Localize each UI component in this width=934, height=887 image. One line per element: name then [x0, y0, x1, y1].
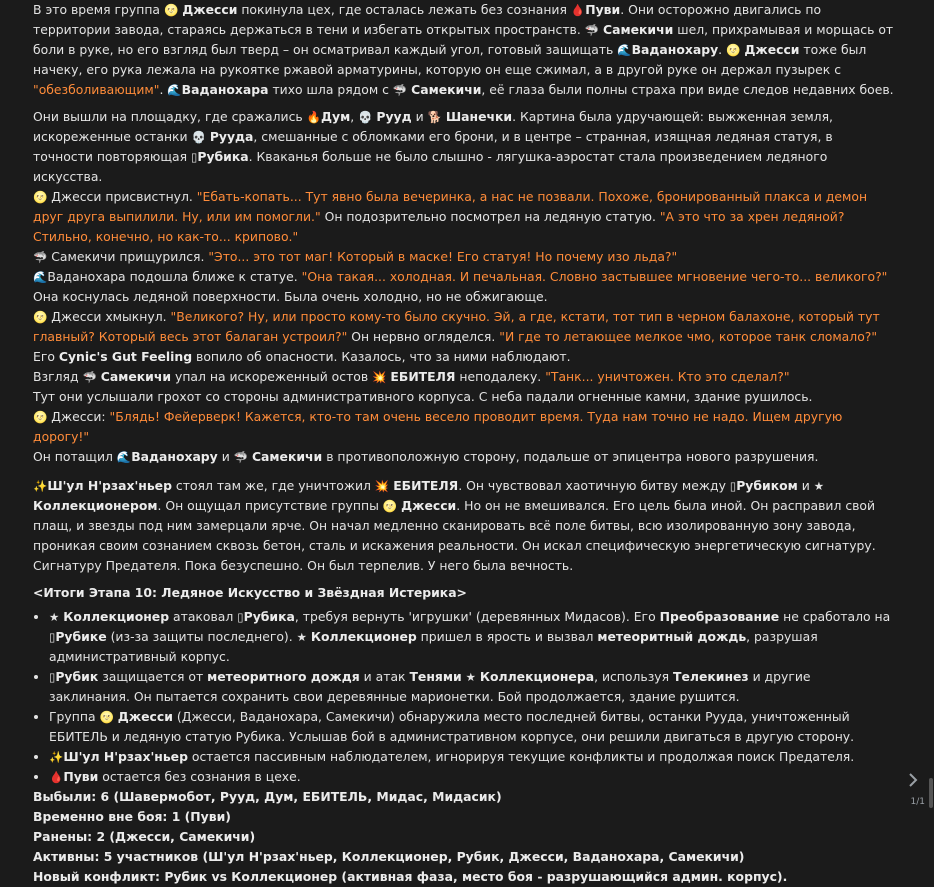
- bold-text: Коллекционера: [479, 669, 595, 684]
- bold-text: Шанечки: [445, 109, 513, 124]
- bold-text: Коллекционером: [33, 498, 158, 513]
- bold-text: Телекинез: [673, 669, 749, 684]
- bold-text: <Итоги Этапа 10: Ледяное Искусство и Звёздная Истерика>: [33, 585, 467, 600]
- bold-text: Дум: [320, 109, 351, 124]
- text-run: тоже был начеку, его рука лежала на рукоятке ржавой арматурины, которую он еще сжимал, а в другой руке он держал пузырек с: [33, 42, 867, 77]
- bold-text: Самекичи: [411, 82, 482, 97]
- quote-text: "Блядь! Фейерверк! Кажется, кто-то там очень весело проводит время. Туда нам точно не надо. Ищем другую дорогу!": [33, 409, 843, 444]
- text-run: Ваданохара подошла ближе к статуе.: [47, 269, 302, 284]
- summary-list: [33, 607, 895, 787]
- stats-block: [33, 787, 895, 887]
- scrollbar[interactable]: [928, 0, 934, 808]
- text-run: Тут они услышали грохот со стороны административного корпуса. С неба падали огненные камни, здание рушилось.: [33, 389, 813, 404]
- emoji-icon: ★: [813, 479, 825, 493]
- bold-text: Ваданохара: [181, 82, 269, 97]
- bold-text: Пуви: [585, 2, 621, 17]
- chat-message: [33, 0, 895, 887]
- summary-item: [49, 747, 895, 767]
- text-run: пришел в ярость и вызвал: [416, 629, 598, 644]
- emoji-icon: 🩸: [49, 770, 64, 784]
- message-paragraphs: [33, 0, 895, 603]
- bold-text: Самекичи: [603, 22, 674, 37]
- summary-item: [49, 607, 895, 667]
- paragraph-p2: [33, 107, 895, 187]
- bold-text: Коллекционер: [310, 629, 417, 644]
- bold-text: Рубика: [243, 609, 295, 624]
- emoji-icon: ▯: [237, 610, 244, 624]
- text-run: остается пассивным наблюдателем, игнорируя текущие конфликты и продолжая поиск Предателя.: [187, 749, 855, 764]
- bold-text: Ш'ул Н'рзах'ньер: [47, 478, 172, 493]
- bold-text: Тенями: [409, 669, 462, 684]
- bold-text: Пуви: [63, 769, 99, 784]
- emoji-icon: ▯: [49, 630, 56, 644]
- emoji-icon: 🩸: [570, 3, 586, 17]
- text-run: Взгляд: [33, 369, 83, 384]
- emoji-icon: ★: [465, 670, 476, 684]
- bold-text: Рубик: [55, 669, 99, 684]
- text-run: . Он ощущал присутствие группы: [157, 498, 383, 513]
- summary-item: [49, 767, 895, 787]
- bold-text: Cynic's Gut Feeling: [58, 349, 193, 364]
- emoji-icon: 🌝: [99, 710, 114, 724]
- paragraph-p4: [33, 247, 895, 267]
- bold-text: Джесси: [744, 42, 800, 57]
- bold-text: Рубике: [55, 629, 107, 644]
- bold-text: Ваданохару: [631, 42, 719, 57]
- text-run: , разрушая административный корпус.: [49, 629, 818, 664]
- paragraph-p1: [33, 0, 895, 100]
- paragraph-p7: [33, 367, 895, 387]
- text-run: упал на искореженный остов: [171, 369, 373, 384]
- stat-line: Выбыли: 6 (Шавермобот, Рууд, Дум, ЕБИТЕЛЬ, Мидас, Мидасик): [33, 789, 502, 804]
- emoji-icon: ▯: [729, 479, 737, 493]
- text-run: . Но он не вмешивался. Его цель была иной. Он расправил свой плащ, и звезды под ним замерцали ярче. Он начал медленно сканировать всё поле битвы, всю изолированную зону завода, проникая своим сознанием сквозь бетон, сталь и искажения реальности. Он искал специфическую энергетическую сигнатуру. Сигнатуру Предателя. Пока безуспешно. Он был терпелив. У него была вечность.: [33, 498, 876, 573]
- emoji-icon: 🦈: [584, 23, 600, 37]
- text-run: тихо шла рядом с: [268, 82, 393, 97]
- quote-text: "Великого? Ну, или просто кому-то было скучно. Эй, а где, кстати, тот тип в черном балахоне, который тут главный? Который весь этот балаган устроил?": [33, 309, 880, 344]
- bold-text: Джесси: [401, 498, 457, 513]
- paragraph-p10: [33, 447, 895, 467]
- stat-line: Активны: 5 участников (Ш'ул Н'рзах'ньер, Коллекционер, Рубик, Джесси, Ваданохара, Самекичи): [33, 849, 745, 864]
- text-run: . Он чувствовал хаотичную битву между: [458, 478, 730, 493]
- text-run: (Джесси, Ваданохара, Самекичи) обнаружила место последней битвы, останки Рууда, уничтоженный ЕБИТЕЛЬ и ледяную статую Рубика. Услышав бой в административном корпусе, они решили двигаться в другую сторону.: [49, 709, 855, 744]
- text-run: . Кваканья больше не было слышно - лягушка-аэростат стала произведением ледяного искусства.: [33, 149, 828, 184]
- emoji-icon: 🌊: [167, 83, 182, 97]
- emoji-icon: 🐕: [427, 110, 442, 124]
- text-run: и другие заклинания. Он пытается сохранить свои деревянные марионетки. Бой продолжается, здание рушится.: [49, 669, 811, 704]
- paragraph-p3: [33, 187, 895, 247]
- emoji-icon: 🦈: [33, 250, 48, 264]
- text-run: Его: [33, 349, 59, 364]
- emoji-icon: ★: [49, 610, 60, 624]
- bold-text: Коллекционер: [63, 609, 170, 624]
- bold-text: Ш'ул Н'рзах'ньер: [63, 749, 188, 764]
- stat-line: Новый конфликт: Рубик vs Коллекционер (активная фаза, место боя - разрушающийся админ. корпус).: [33, 869, 788, 884]
- emoji-icon: 🌊: [116, 450, 132, 464]
- text-run: .: [718, 42, 727, 57]
- chevron-right-icon[interactable]: [906, 770, 920, 790]
- emoji-icon: 🦈: [392, 83, 408, 97]
- text-run: . Картина была удручающей: выжженная земля, искореженные останки: [33, 109, 833, 144]
- text-run: Джесси хмыкнул.: [47, 309, 171, 324]
- emoji-icon: 🦈: [233, 450, 249, 464]
- text-run: вопило об опасности. Казалось, что за ними наблюдают.: [192, 349, 571, 364]
- bold-text: Самекичи: [251, 449, 323, 464]
- bold-text: Самекичи: [100, 369, 172, 384]
- bold-text: Ваданохару: [131, 449, 218, 464]
- bold-text: Преобразование: [659, 609, 780, 624]
- emoji-icon: ▯: [49, 670, 56, 684]
- text-run: неподалеку.: [455, 369, 546, 384]
- stat-line: Ранены: 2 (Джесси, Самекичи): [33, 829, 256, 844]
- emoji-icon: 💀: [358, 110, 373, 124]
- emoji-icon: ★: [296, 630, 307, 644]
- emoji-icon: ✨: [49, 750, 64, 764]
- paragraph-p6: [33, 307, 895, 367]
- paragraph-p5: [33, 267, 895, 307]
- bold-text: ЕБИТЕЛЯ: [393, 478, 459, 493]
- emoji-icon: 💥: [372, 370, 387, 384]
- emoji-icon: 🌝: [33, 410, 48, 424]
- text-run: и атак: [359, 669, 410, 684]
- emoji-icon: 🔥: [306, 110, 321, 124]
- quote-text: "И где то летающее мелкое чмо, которое танк сломало?": [499, 329, 878, 344]
- text-run: Группа: [49, 709, 100, 724]
- emoji-icon: 🌊: [617, 43, 632, 57]
- paragraph-p8: [33, 387, 895, 407]
- text-run: шел, прихрамывая и морщась от боли в руке, но его взгляд был тверд – он осматривал каждый угол, готовый защищать: [33, 22, 894, 57]
- stat-line: Временно вне боя: 1 (Пуви): [33, 809, 231, 824]
- bold-text: Рууд: [376, 109, 412, 124]
- bold-text: Джесси: [182, 2, 238, 17]
- scrollbar-thumb[interactable]: [929, 778, 933, 808]
- quote-text: "Ебать-копать... Тут явно была вечеринка, а нас не позвали. Похоже, бронированный плакса и демон друг друга выпилили. Ну, или им помогли.": [33, 189, 868, 224]
- text-run: В это время группа: [33, 2, 164, 17]
- text-run: , её глаза были полны страха при виде следов недавних боев.: [481, 82, 894, 97]
- emoji-icon: 🌝: [163, 3, 179, 17]
- quote-text: "Танк... уничтожен. Кто это сделал?": [545, 369, 790, 384]
- text-run: ,: [350, 109, 359, 124]
- page-counter: 1/1: [910, 797, 925, 807]
- bold-text: ЕБИТЕЛЯ: [390, 369, 456, 384]
- text-run: Джесси:: [47, 409, 110, 424]
- emoji-icon: 🦈: [82, 370, 97, 384]
- paragraph-p11: [33, 476, 895, 576]
- quote-text: "А это что за хрен ледяной? Стильно, конечно, но как-то... крипово.": [33, 209, 845, 244]
- emoji-icon: 🌊: [33, 270, 48, 284]
- text-run: и: [217, 449, 234, 464]
- text-run: Он подозрительно посмотрел на ледяную статую.: [320, 209, 660, 224]
- text-run: покинула цех, где осталась лежать без сознания: [237, 2, 571, 17]
- text-run: атаковал: [169, 609, 238, 624]
- emoji-icon: 💀: [191, 130, 206, 144]
- text-run: защищается от: [98, 669, 208, 684]
- paragraph-p9: [33, 407, 895, 447]
- text-run: , смешанные с обломками его брони, и в центре – странная, изящная ледяная статуя, в точности повторяющая: [33, 129, 833, 164]
- summary-item: [49, 707, 895, 747]
- emoji-icon: ✨: [33, 479, 48, 493]
- bold-text: метеоритный дождь: [597, 629, 747, 644]
- quote-text: "Она такая... холодная. И печальная. Словно застывшее мгновение чего-то... великого?": [301, 269, 888, 284]
- text-run: Он потащил: [33, 449, 117, 464]
- text-run: Он нервно огляделся.: [347, 329, 500, 344]
- summary-item: [49, 667, 895, 707]
- emoji-icon: 🌝: [726, 43, 741, 57]
- quote-text: "обезболивающим": [33, 82, 160, 97]
- emoji-icon: 🌝: [382, 499, 398, 513]
- bold-text: Рубика: [197, 149, 249, 164]
- text-run: . Они осторожно двигались по территории завода, стараясь держаться в тени и избегать открытых пространств.: [33, 2, 822, 37]
- text-run: не сработало на: [779, 609, 891, 624]
- text-run: Самекичи прищурился.: [47, 249, 209, 264]
- text-run: и: [411, 109, 428, 124]
- text-run: в противоположную сторону, подальше от эпицентра нового разрушения.: [322, 449, 819, 464]
- quote-text: "Это... это тот маг! Который в маске! Его статуя! Но почему изо льда?": [208, 249, 678, 264]
- bold-text: Рубиком: [736, 478, 798, 493]
- emoji-icon: ▯: [191, 150, 198, 164]
- text-run: , требуя вернуть 'игрушки' (деревянных Мидасов). Его: [294, 609, 660, 624]
- text-run: .: [159, 82, 168, 97]
- bold-text: метеоритного дождя: [207, 669, 360, 684]
- text-run: , используя: [594, 669, 674, 684]
- bold-text: Рууда: [209, 129, 254, 144]
- text-run: Они вышли на площадку, где сражались: [33, 109, 307, 124]
- emoji-icon: 💥: [374, 479, 390, 493]
- text-run: Она коснулась ледяной поверхности. Была очень холодно, но не обжигающе.: [33, 289, 548, 304]
- paragraph-p12: [33, 583, 895, 603]
- text-run: Джесси присвистнул.: [47, 189, 197, 204]
- bold-text: Джесси: [117, 709, 173, 724]
- text-run: остается без сознания в цехе.: [98, 769, 301, 784]
- emoji-icon: 🌝: [33, 310, 48, 324]
- text-run: и: [797, 478, 814, 493]
- text-run: (из-за защиты последнего).: [106, 629, 297, 644]
- text-run: стоял там же, где уничтожил: [171, 478, 375, 493]
- emoji-icon: 🌝: [33, 190, 48, 204]
